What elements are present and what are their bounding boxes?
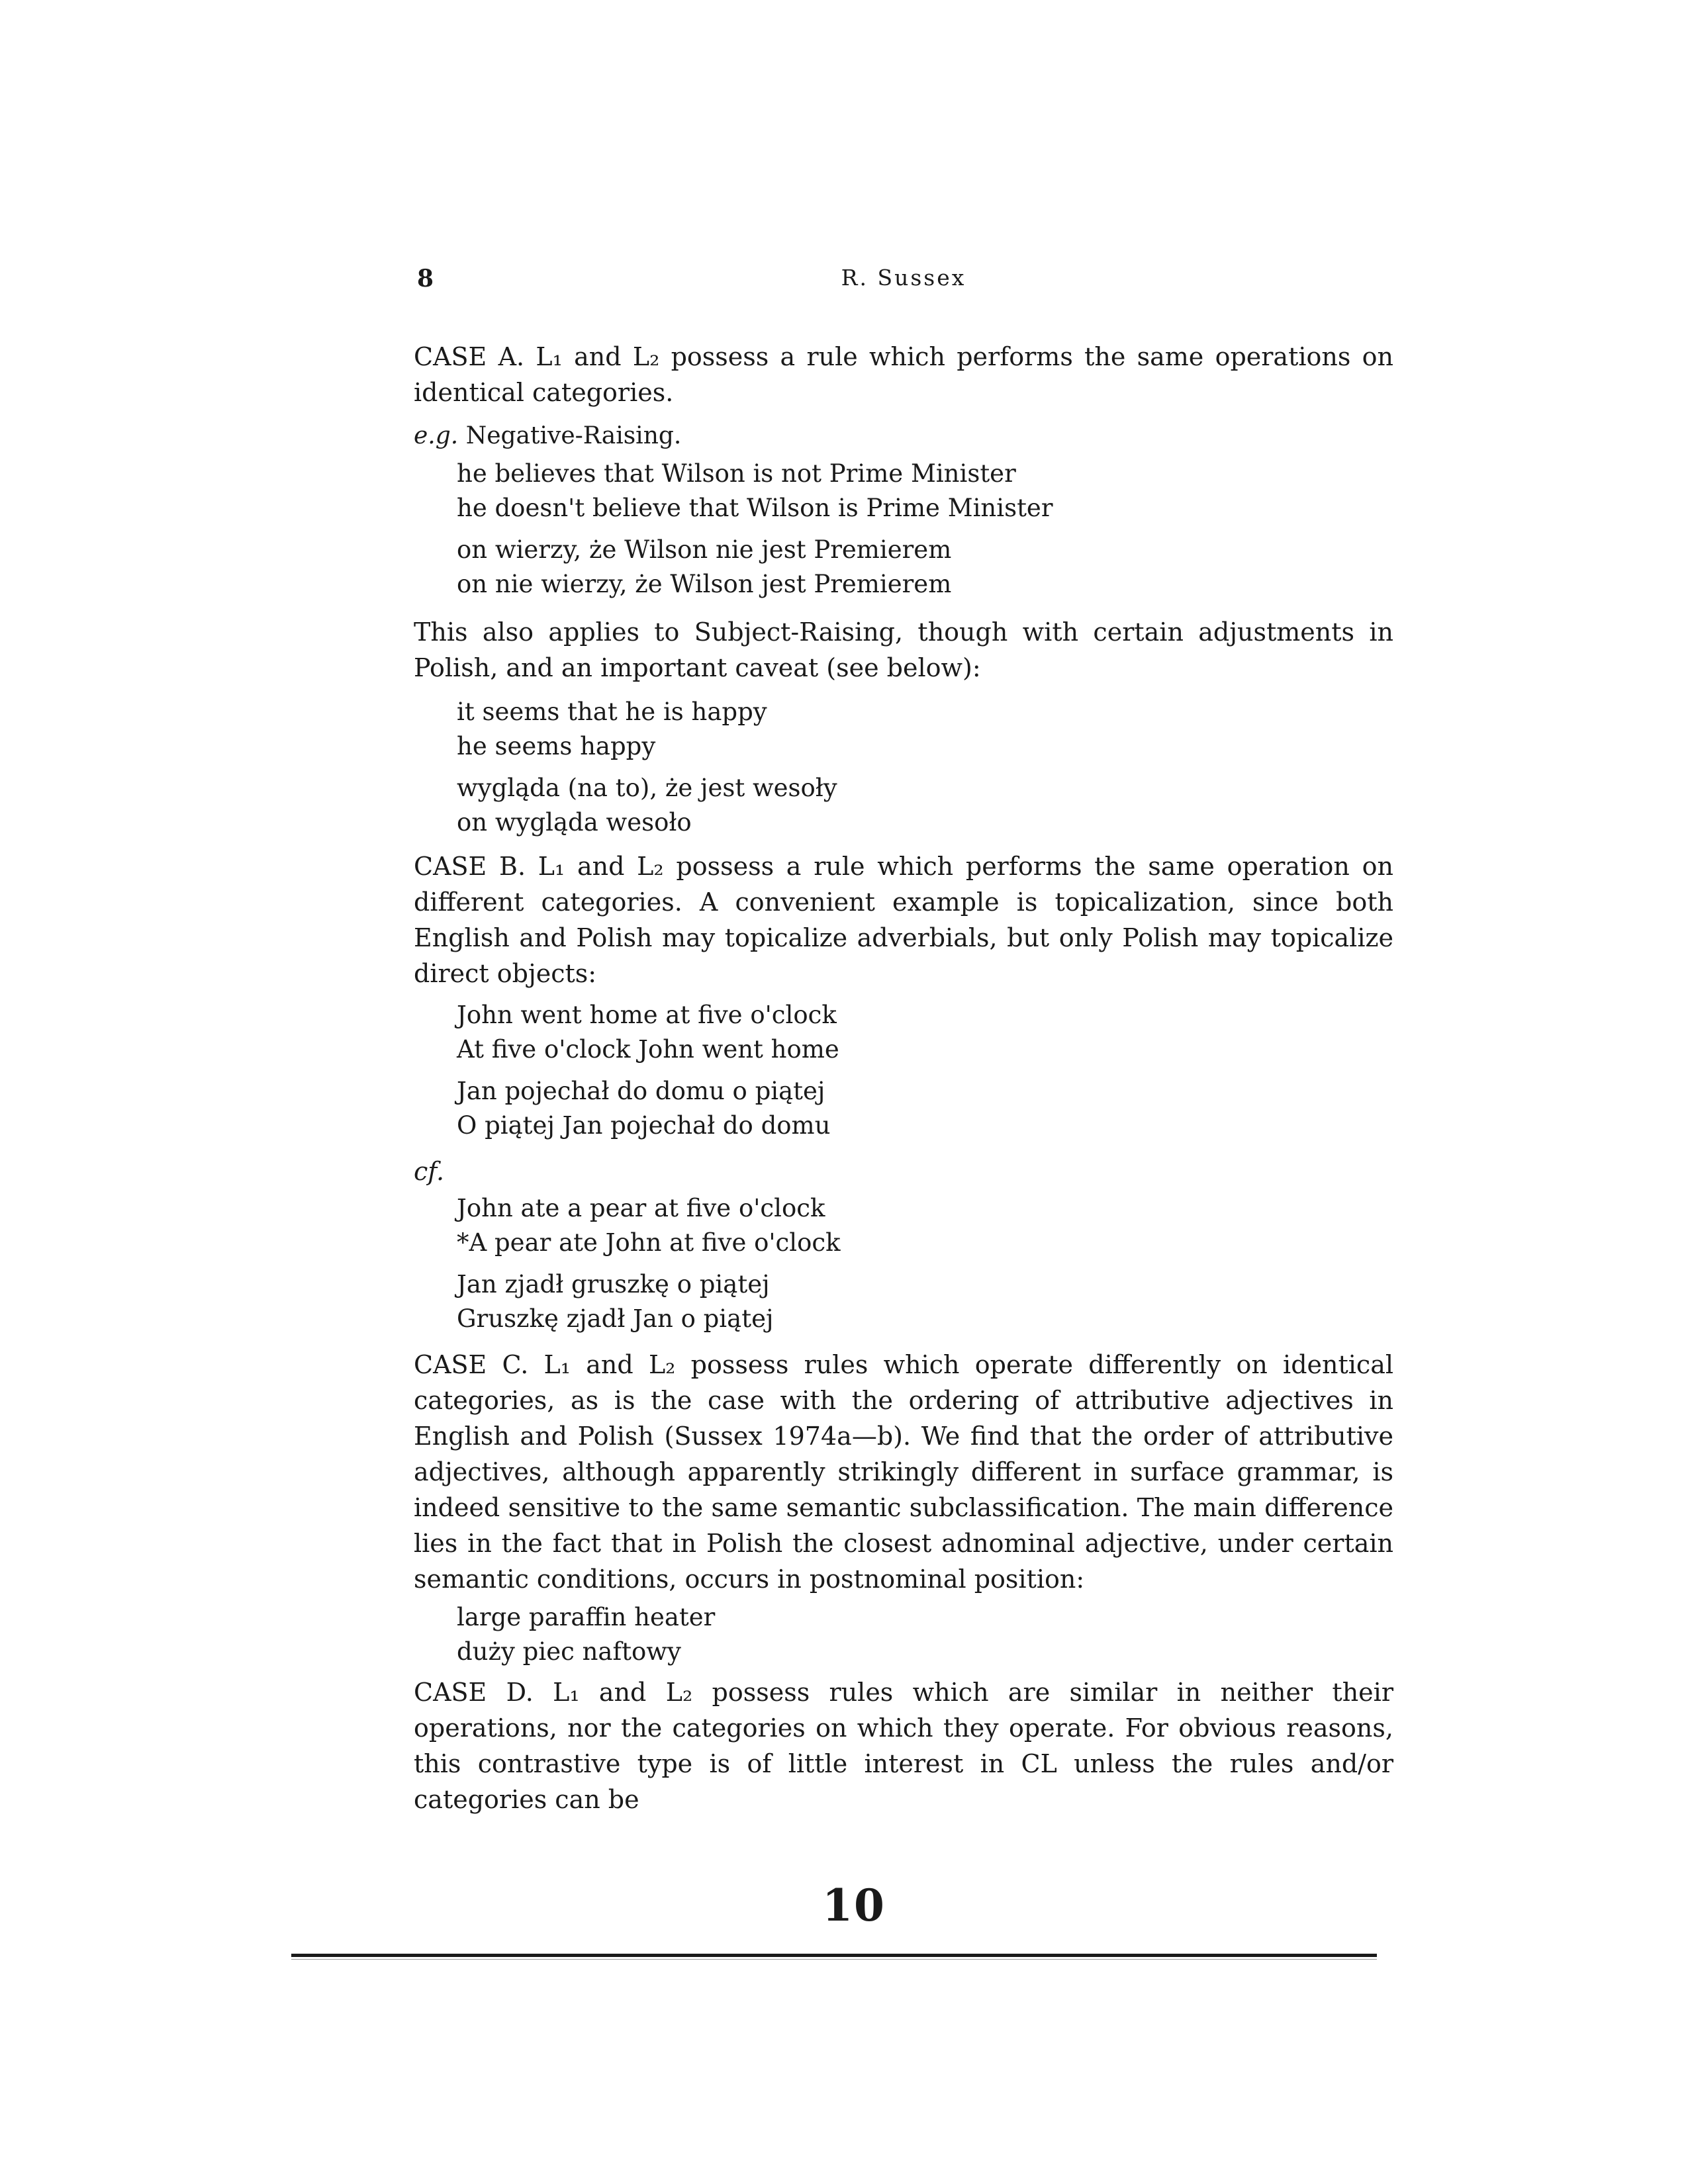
- running-head: R. Sussex: [841, 265, 966, 291]
- page-header: [417, 265, 1390, 304]
- example-line: wygląda (na to), że jest wesoły: [457, 774, 837, 802]
- page-number: 8: [417, 265, 434, 293]
- example-line: Jan pojechał do domu o piątej: [457, 1077, 825, 1105]
- eg-text: Negative-Raising.: [465, 422, 682, 449]
- bottom-rule: [291, 1954, 1377, 1957]
- example-line: large paraffin heater: [457, 1603, 716, 1631]
- example-line: John went home at five o'clock: [457, 1001, 837, 1029]
- example-line: he believes that Wilson is not Prime Minister: [457, 459, 1016, 488]
- case-b-paragraph: CASE B. L₁ and L₂ possess a rule which performs the same operation on different categories. A convenient example is topicalization, since both English and Polish may topicalize adverbials, but only Polish may topicalize direct objects:: [414, 852, 1393, 988]
- example-line: on wierzy, że Wilson nie jest Premierem: [457, 535, 952, 564]
- example-line: John ate a pear at five o'clock: [457, 1194, 825, 1222]
- folio-number: 10: [822, 1880, 886, 1931]
- eg-line: [414, 418, 681, 454]
- example-line: At five o'clock John went home: [457, 1035, 839, 1064]
- bottom-rule-thin: [291, 1959, 1377, 1960]
- example-line: Gruszkę zjadł Jan o piątej: [457, 1304, 774, 1333]
- example-line: O piątej Jan pojechał do domu: [457, 1111, 831, 1140]
- case-c-paragraph: CASE C. L₁ and L₂ possess rules which operate differently on identical categories, as is the case with the ordering of attributive adjectives in English and Polish (Sussex 1974a—b). We find that the order of attributive adjectives, although apparently strikingly different in surface grammar, is indeed sensitive to the same semantic subclassification. The main difference lies in the fact that in Polish the closest adnominal adjective, under certain semantic conditions, occurs in postnominal position:: [414, 1350, 1393, 1594]
- example-line: on wygląda wesoło: [457, 808, 692, 837]
- cf-label: cf.: [414, 1157, 445, 1186]
- example-line: on nie wierzy, że Wilson jest Premierem: [457, 570, 952, 598]
- case-a-note: This also applies to Subject-Raising, though with certain adjustments in Polish, and an important caveat (see below):: [414, 617, 1393, 682]
- example-line: it seems that he is happy: [457, 698, 767, 726]
- example-line: duży piec naftowy: [457, 1637, 681, 1666]
- example-line: he doesn't believe that Wilson is Prime Minister: [457, 494, 1053, 522]
- example-line: *A pear ate John at five o'clock: [457, 1228, 841, 1257]
- example-line: Jan zjadł gruszkę o piątej: [457, 1270, 770, 1298]
- case-d-paragraph: CASE D. L₁ and L₂ possess rules which are similar in neither their operations, nor the categories on which they operate. For obvious reasons, this contrastive type is of little interest in CL unless the rules and/or categories can be: [414, 1678, 1393, 1814]
- eg-label: e.g.: [414, 422, 459, 449]
- example-line: he seems happy: [457, 732, 656, 760]
- case-a-paragraph: CASE A. L₁ and L₂ possess a rule which performs the same operations on identical categories.: [414, 342, 1393, 407]
